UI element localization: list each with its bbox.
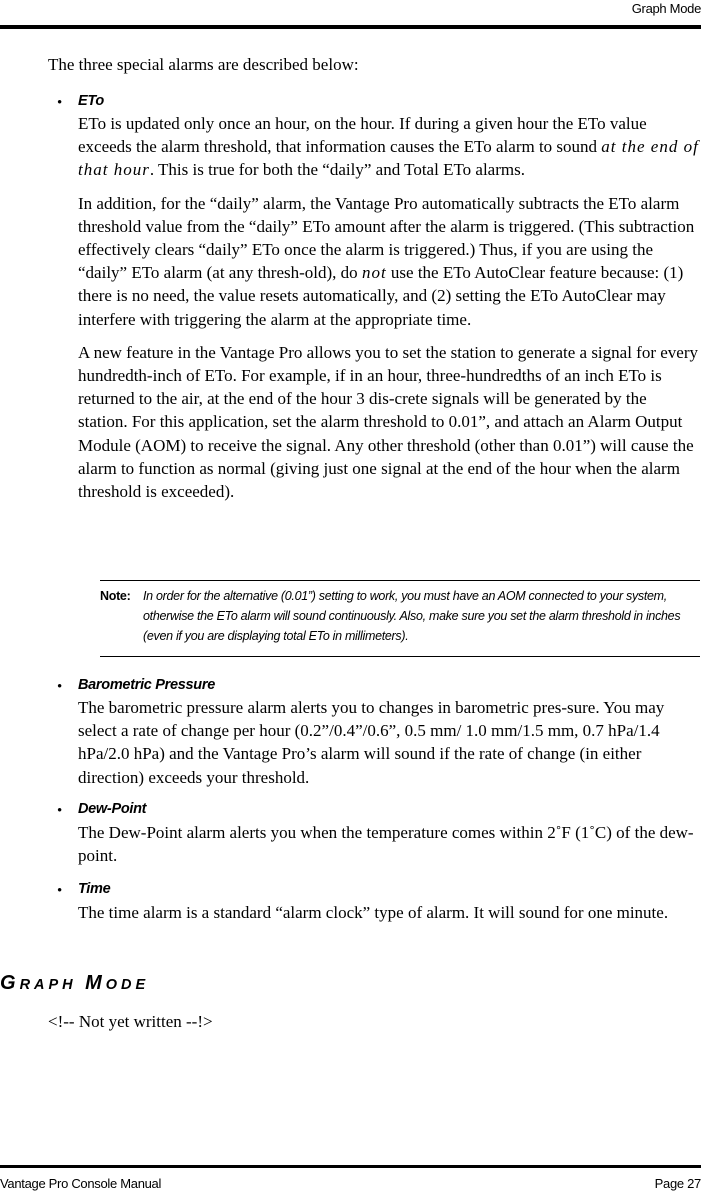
heading-initial-g: G (0, 972, 20, 994)
eto-p1-text-end: . This is true for both the “daily” and Total ETo alarms. (149, 160, 525, 180)
eto-paragraph-2 (78, 192, 700, 331)
heading-word-ode: ODE (105, 977, 150, 993)
bullet-icon: • (57, 883, 63, 899)
footer-manual-title: Vantage Pro Console Manual (0, 1176, 162, 1191)
bullet-icon: • (57, 95, 63, 111)
dewpoint-description (78, 821, 700, 867)
header-rule (0, 25, 701, 29)
heading-initial-m: M (85, 972, 106, 994)
eto-p1-emphasis: at the end of that hour (78, 137, 699, 180)
eto-p1-text: ETo is updated only once an hour, on the hour. If during a given hour the ETo value exceeds the alarm threshold, that information causes the ETo alarm to sound (78, 114, 647, 157)
barometric-title: Barometric Pressure (78, 677, 215, 693)
time-text: The time alarm is a standard “alarm clock” type of alarm. It will sound for one minute. (78, 903, 669, 922)
bullet-icon: • (57, 679, 63, 695)
eto-paragraph-1 (78, 112, 700, 182)
footer-page-number: Page 27 (654, 1176, 701, 1191)
footer-rule (0, 1165, 701, 1168)
eto-paragraph-3: A new feature in the Vantage Pro allows you to set the station to generate a signal for every hundredth-inch of ETo. For example, if in an hour, three-hundredths of an inch ETo is returned to the air, at the end of the hour 3 dis-crete signals will be generated by the station. For this application, set the alarm threshold to 0.01”, and attach an Alarm Output Module (AOM) to receive the signal. Any other threshold (other than 0.01”) will cause the alarm to function as normal (giving just one signal at the end of the hour when the alarm threshold is exceeded). (78, 342, 699, 502)
barometric-description (78, 696, 700, 789)
eto-p2-text-end: use the ETo AutoClear feature because: (1) there is no need, the value resets automatically, and (2) setting the ETo AutoClear may interfere with triggering the alarm at the appropriate time. (78, 263, 684, 329)
eto-p2-text: In addition, for the “daily” alarm, the Vantage Pro automatically subtracts the ETo alarm threshold value from the “daily” ETo amount after the alarm is triggered. (This subtraction effectively clears “daily” ETo once the alarm is triggered.) Thus, if you are using the “daily” ETo alarm (at any thresh-old), do (78, 193, 695, 283)
dewpoint-title: Dew-Point (78, 801, 147, 817)
eto-description (78, 112, 700, 503)
heading-word-raph: RAPH (19, 977, 77, 993)
eto-p2-emphasis: not (361, 263, 387, 283)
note-label: Note: (100, 589, 131, 603)
section-heading-graph-mode (0, 972, 149, 995)
dewpoint-text: The Dew-Point alarm alerts you when the temperature comes within 2˚F (1˚C) of the dew-point. (78, 823, 694, 866)
bullet-icon: • (57, 803, 63, 819)
running-head: Graph Mode (631, 1, 701, 16)
time-title: Time (78, 881, 111, 897)
intro-text: The three special alarms are described below: (48, 55, 359, 74)
section-body-text: <!-- Not yet written --!> (48, 1012, 213, 1031)
barometric-text: The barometric pressure alarm alerts you to changes in barometric pres-sure. You may select a rate of change per hour (0.2”/0.4”/0.6”, 0.5 mm/ 1.0 mm/1.5 mm, 0.7 hPa/1.4 hPa/2.0 hPa) and the Vantage Pro’s alarm will sound if the rate of change (in either direction) exceeds your threshold. (78, 698, 665, 787)
time-description (78, 901, 700, 924)
note-box (100, 580, 700, 657)
eto-title: ETo (78, 93, 104, 109)
note-text: In order for the alternative (0.01”) setting to work, you must have an AOM connected to your system, otherwise the ETo alarm will sound continuously. Also, make sure you set the alarm threshold in inches (even if you are displaying total ETo in millimeters). (143, 589, 681, 643)
